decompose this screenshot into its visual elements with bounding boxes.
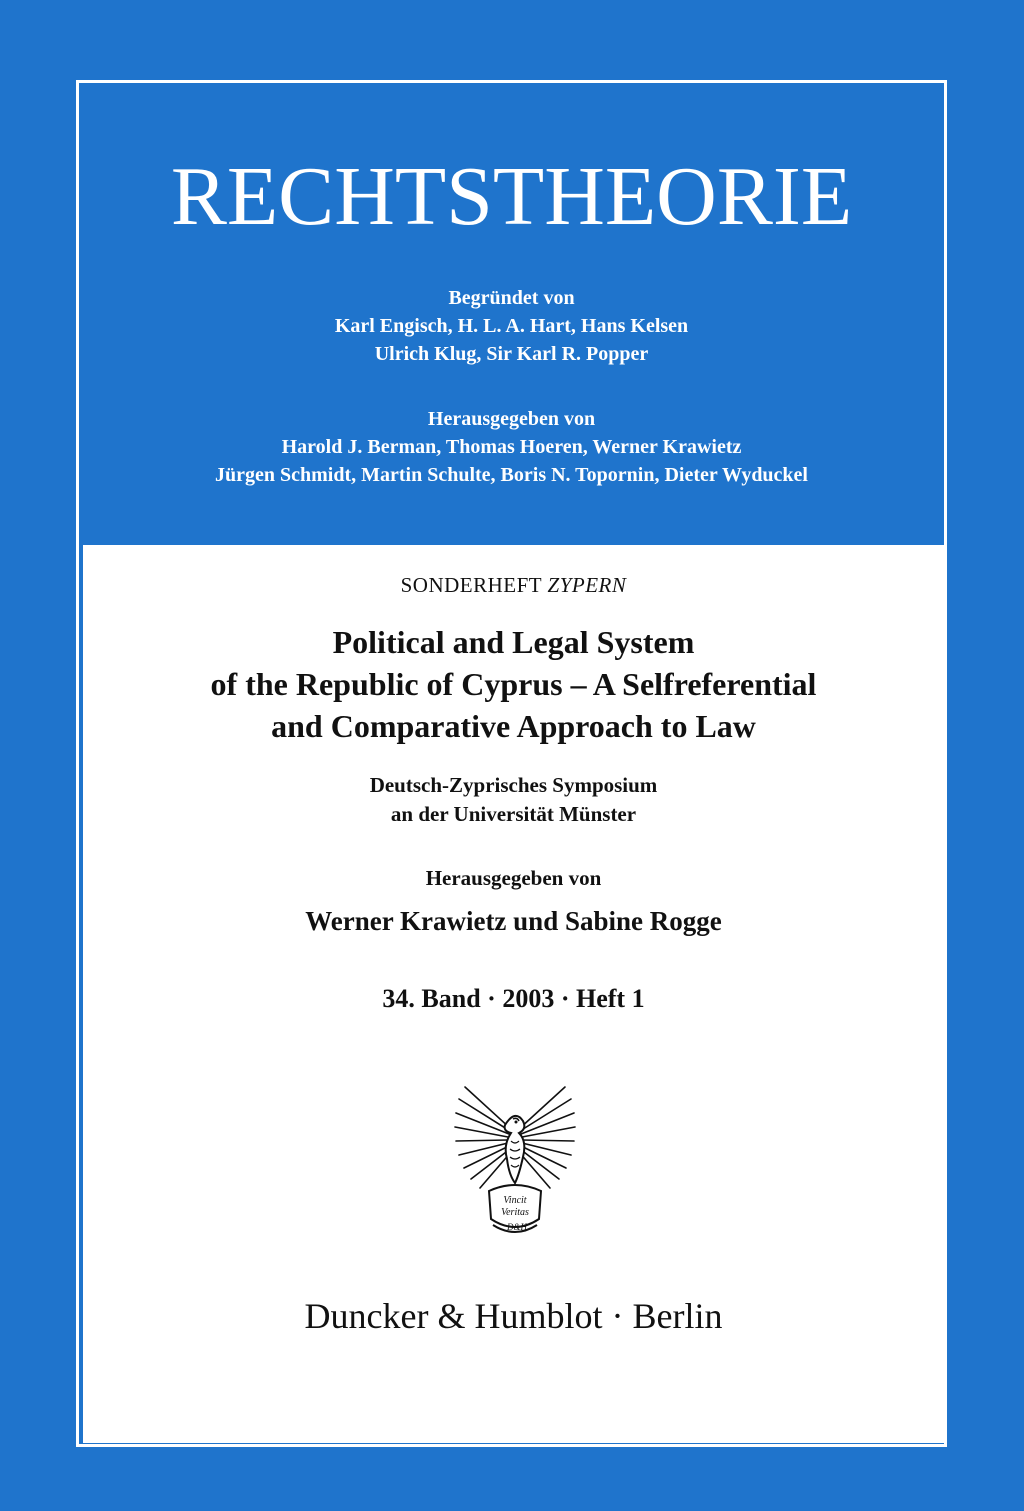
founders-line: Karl Engisch, H. L. A. Hart, Hans Kelsen bbox=[334, 315, 689, 337]
issue-editors: Werner Krawietz und Sabine Rogge bbox=[305, 906, 722, 936]
issue-title-line: and Comparative Approach to Law bbox=[271, 708, 756, 744]
volume-info: 34. Band · 2003 · Heft 1 bbox=[382, 984, 645, 1013]
journal-title: RECHTSTHEORIE bbox=[170, 150, 853, 243]
editors-block bbox=[79, 405, 944, 489]
editors-line: Harold J. Berman, Thomas Hoeren, Werner Krawietz bbox=[281, 436, 742, 458]
symposium-line: an der Universität Münster bbox=[390, 802, 637, 826]
special-issue-label bbox=[83, 573, 944, 598]
issue-panel bbox=[83, 545, 944, 1443]
symposium-line: Deutsch-Zyprisches Symposium bbox=[369, 773, 658, 797]
motto-line: Veritas bbox=[501, 1207, 529, 1218]
issue-title bbox=[83, 621, 944, 747]
journal-header bbox=[79, 83, 944, 545]
issue-title-line: Political and Legal System bbox=[332, 624, 695, 660]
special-label: SONDERHEFT bbox=[400, 573, 542, 597]
founders-block bbox=[79, 284, 944, 368]
founders-line: Ulrich Klug, Sir Karl R. Popper bbox=[374, 343, 649, 365]
eagle-emblem-icon bbox=[453, 1079, 577, 1241]
founded-label: Begründet von bbox=[448, 287, 575, 309]
issue-editors-label: Herausgegeben von bbox=[425, 866, 602, 890]
editors-line: Jürgen Schmidt, Martin Schulte, Boris N. Topornin, Dieter Wyduckel bbox=[214, 464, 808, 486]
motto-line: Vincit bbox=[503, 1195, 527, 1206]
issue-title-line: of the Republic of Cyprus – A Selfreferential bbox=[210, 666, 817, 702]
publisher: Duncker & Humblot · Berlin bbox=[304, 1296, 723, 1336]
editors-label: Herausgegeben von bbox=[427, 408, 596, 430]
motto-line: D&H bbox=[507, 1222, 527, 1232]
special-topic: ZYPERN bbox=[547, 573, 627, 597]
symposium-subtitle bbox=[83, 771, 944, 829]
